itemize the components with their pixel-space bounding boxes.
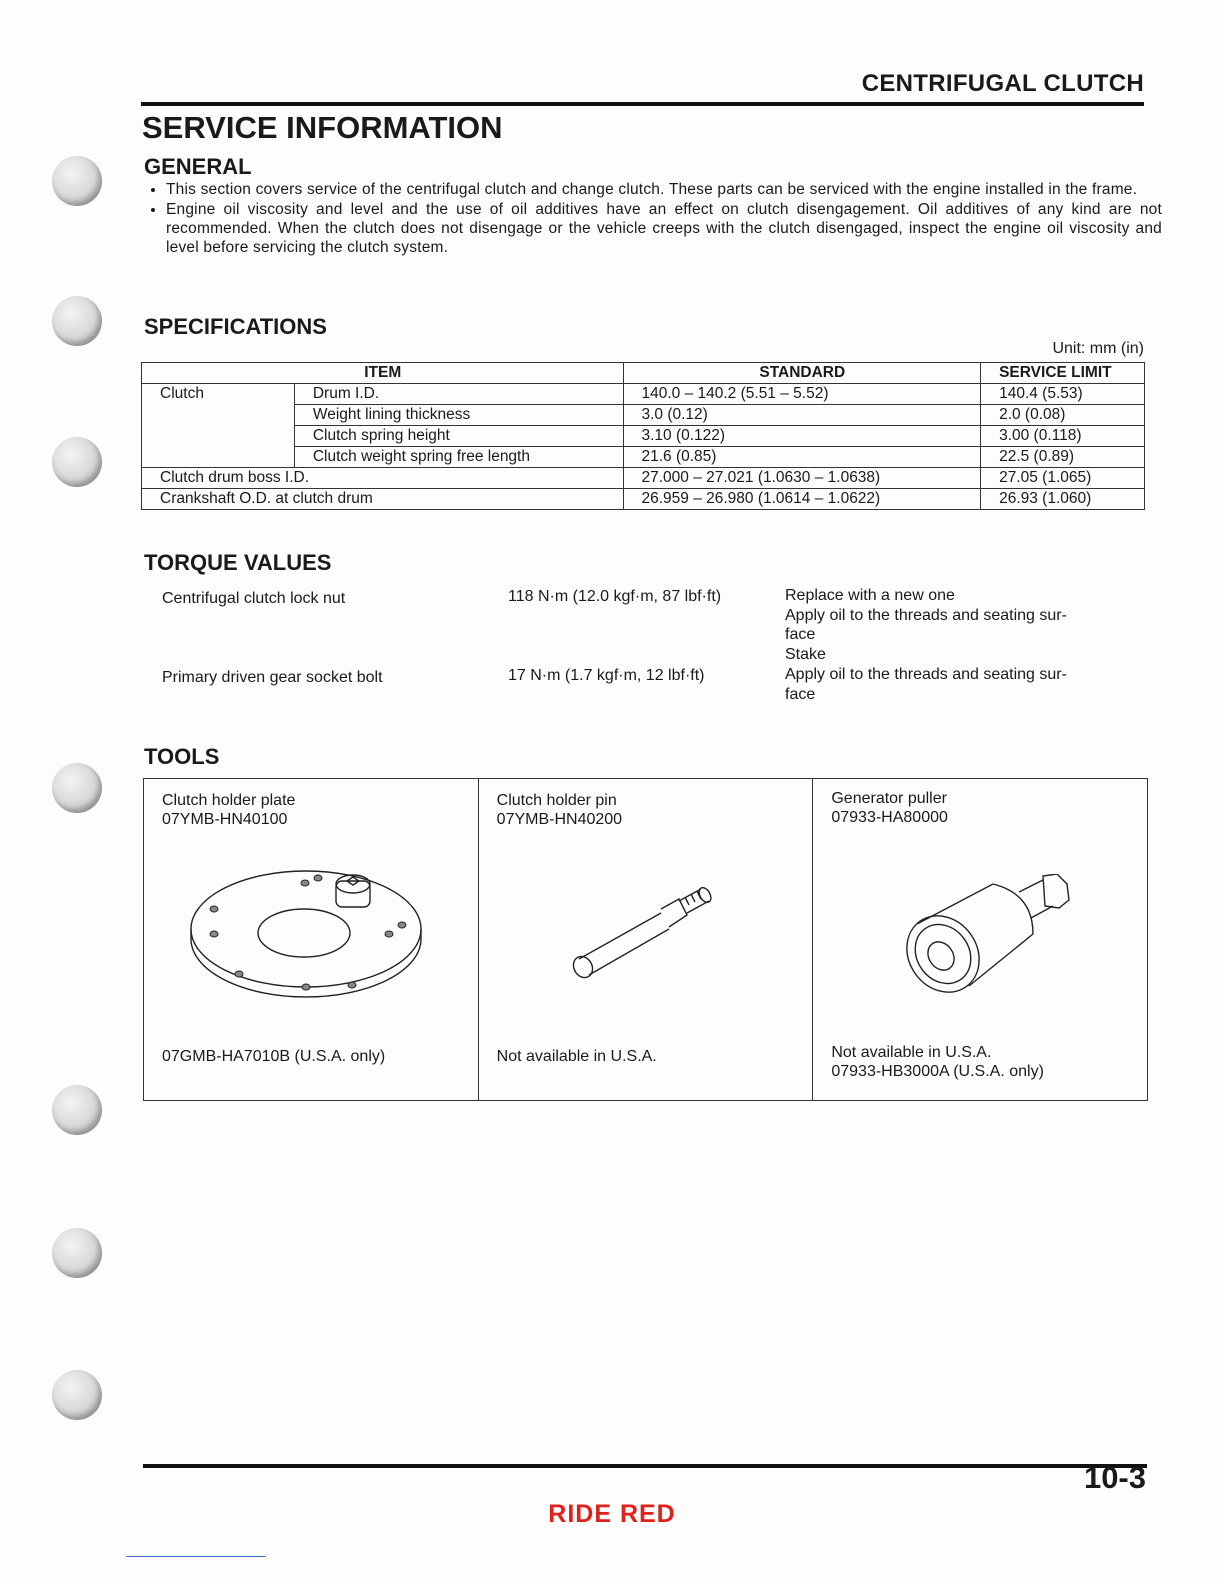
page-title: SERVICE INFORMATION (142, 110, 503, 145)
spec-limit: 140.4 (5.53) (981, 384, 1145, 405)
footer-rule (143, 1464, 1147, 1468)
generator-puller-illustration (893, 874, 1093, 1014)
torque-note: Stake (785, 645, 826, 663)
binder-hole (52, 437, 102, 487)
group-label: Clutch (142, 384, 295, 468)
spec-limit: 2.0 (0.08) (981, 405, 1145, 426)
spec-item: Clutch spring height (294, 426, 624, 447)
specifications-heading: SPECIFICATIONS (144, 314, 327, 339)
spec-limit: 26.93 (1.060) (981, 489, 1145, 510)
torque-value: 118 N·m (12.0 kgf·m, 87 lbf·ft) (508, 588, 722, 605)
tools-heading: TOOLS (144, 744, 220, 769)
spec-standard: 140.0 – 140.2 (5.51 – 5.52) (624, 384, 981, 405)
tool-name: Clutch holder plate (162, 792, 296, 809)
torque-note: face (785, 685, 816, 703)
spec-standard: 3.0 (0.12) (624, 405, 981, 426)
tool-label (831, 789, 948, 827)
binder-hole (52, 1085, 102, 1135)
tool-note-line: Not available in U.S.A. (831, 1044, 992, 1061)
table-row (142, 468, 1145, 489)
torque-note: Replace with a new one (785, 587, 955, 604)
tools-table (143, 778, 1148, 1101)
column-header-standard: STANDARD (624, 363, 981, 384)
tool-cell (813, 779, 1147, 1100)
column-header-item: ITEM (142, 363, 624, 384)
column-header-service-limit: SERVICE LIMIT (981, 363, 1145, 384)
general-bullet: • Engine oil viscosity and level and the use of oil additives have an effect on clutch disengagement. Oil additives of any kind are not recommended. When the clutch does not disengage or the vehicle creeps with the clutch disengaged, inspect the engine oil viscosity and level before servicing the clutch system. (166, 200, 1162, 257)
table-header-row (142, 363, 1145, 384)
general-bullets (148, 180, 1162, 257)
torque-note: face (785, 626, 816, 643)
tool-cell (144, 779, 479, 1100)
tool-part-number: 07YMB-HN40100 (162, 811, 288, 828)
torque-note: Apply oil to the threads and seating sur- (785, 666, 1067, 683)
tool-note (497, 1047, 657, 1066)
spec-standard: 21.6 (0.85) (624, 447, 981, 468)
binder-hole (52, 156, 102, 206)
table-row (142, 384, 1145, 405)
tool-name: Clutch holder pin (496, 792, 617, 809)
binder-hole (52, 763, 102, 813)
binder-hole (52, 296, 102, 346)
page-number: 10-3 (1083, 1460, 1146, 1495)
tool-note-line: 07933-HB3000A (U.S.A. only) (831, 1063, 1044, 1080)
footer-line (126, 1556, 266, 1557)
tool-name: Generator puller (831, 790, 947, 807)
tool-label (162, 791, 295, 829)
general-heading: GENERAL (144, 154, 252, 179)
torque-note: Apply oil to the threads and seating sur- (785, 606, 1067, 624)
tool-part-number: 07YMB-HN40200 (496, 811, 623, 828)
chapter-title: CENTRIFUGAL CLUTCH (861, 70, 1144, 97)
binder-hole (52, 1370, 102, 1420)
spec-standard: 3.10 (0.122) (624, 426, 981, 447)
spec-limit: 27.05 (1.065) (981, 468, 1145, 489)
tool-label (497, 791, 622, 829)
clutch-holder-plate-illustration (184, 859, 434, 1019)
tool-note (162, 1047, 385, 1066)
spec-standard: 26.959 – 26.980 (1.0614 – 1.0622) (624, 489, 981, 510)
torque-heading: TORQUE VALUES (144, 550, 332, 575)
torque-notes (785, 586, 1067, 664)
spec-limit: 3.00 (0.118) (981, 426, 1145, 447)
spec-item: Crankshaft O.D. at clutch drum (142, 489, 624, 510)
tool-note (831, 1043, 1044, 1081)
spec-limit: 22.5 (0.89) (981, 447, 1145, 468)
torque-item: Primary driven gear socket bolt (162, 669, 383, 686)
watermark-logo: RIDE RED (548, 1500, 676, 1528)
torque-item: Centrifugal clutch lock nut (162, 590, 346, 607)
specifications-table (141, 362, 1145, 510)
torque-value: 17 N·m (1.7 kgf·m, 12 lbf·ft) (508, 667, 705, 684)
header-rule (141, 102, 1144, 106)
spec-item: Weight lining thickness (294, 405, 624, 426)
tool-note-line: 07GMB-HA7010B (U.S.A. only) (162, 1048, 386, 1065)
unit-label: Unit: mm (in) (1052, 340, 1144, 357)
spec-item: Drum I.D. (294, 384, 624, 405)
binder-hole (52, 1228, 102, 1278)
general-bullet: • This section covers service of the centrifugal clutch and change clutch. These parts can be serviced with the engine installed in the frame. (166, 180, 1162, 199)
table-row (142, 489, 1145, 510)
spec-standard: 27.000 – 27.021 (1.0630 – 1.0638) (624, 468, 981, 489)
tool-part-number: 07933-HA80000 (831, 809, 948, 826)
spec-item: Clutch drum boss I.D. (142, 468, 624, 489)
spec-item: Clutch weight spring free length (294, 447, 624, 468)
tool-cell (479, 779, 814, 1100)
torque-notes (785, 665, 1067, 704)
tool-note-line: Not available in U.S.A. (496, 1048, 657, 1065)
clutch-holder-pin-illustration (561, 879, 741, 989)
